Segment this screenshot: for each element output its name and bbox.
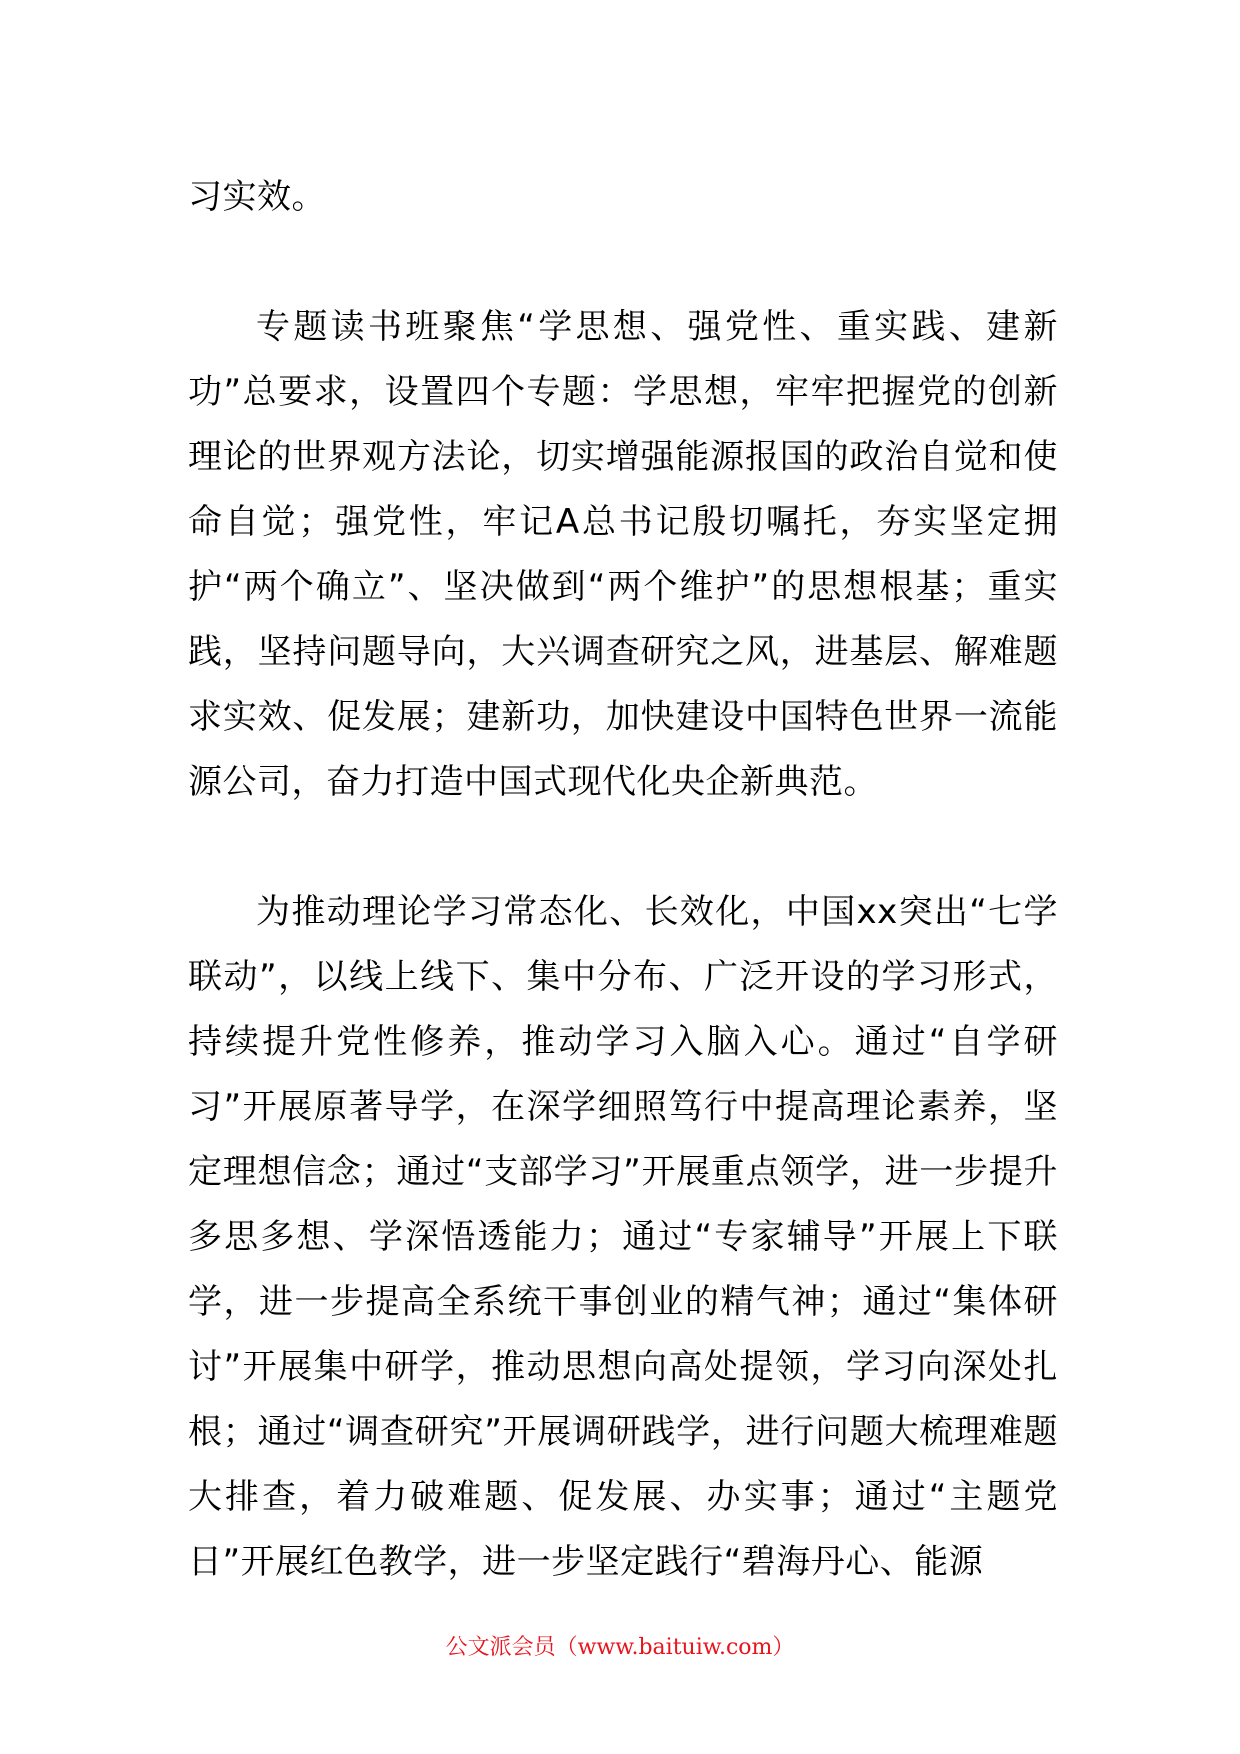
paragraph-seven-learning-linkage: 为推动理论学习常态化、长效化，中国xx突出“七学联动”，以线上线下、集中分布、广泛开设的学习形式，持续提升党性修养，推动学习入脑入心。通过“自学研习”开展原著导学，在深学细照笃行中提高理论素养，坚定理想信念；通过“支部学习”开展重点领学，进一步提升多思多想、学深悟透能力；通过“专家辅导”开展上下联学，进一步提高全系统干事创业的精气神；通过“集体研讨”开展集中研学，推动思想向高处提领，学习向深处扎根；通过“调查研究”开展调研践学，进行问题大梳理难题大排查，着力破难题、促发展、办实事；通过“主题党日”开展红色教学，进一步坚定践行“碧海丹心、能源 [188,892,1058,1582]
footer-watermark: 公文派会员（www.baituiw.com） [445,1635,795,1660]
paragraph-reading-class-topics: 专题读书班聚焦“学思想、强党性、重实践、建新功”总要求，设置四个专题：学思想，牢牢把握党的创新理论的世界观方法论，切实增强能源报国的政治自觉和使命自觉；强党性，牢记A总书记殷切嘱托，夯实坚定拥护“两个确立”、坚决做到“两个维护”的思想根基；重实践，坚持问题导向，大兴调查研究之风，进基层、解难题求实效、促发展；建新功，加快建设中国特色世界一流能源公司，奋力打造中国式现代化央企新典范。 [188,307,1058,802]
paragraph-continuation: 习实效。 [188,177,326,217]
